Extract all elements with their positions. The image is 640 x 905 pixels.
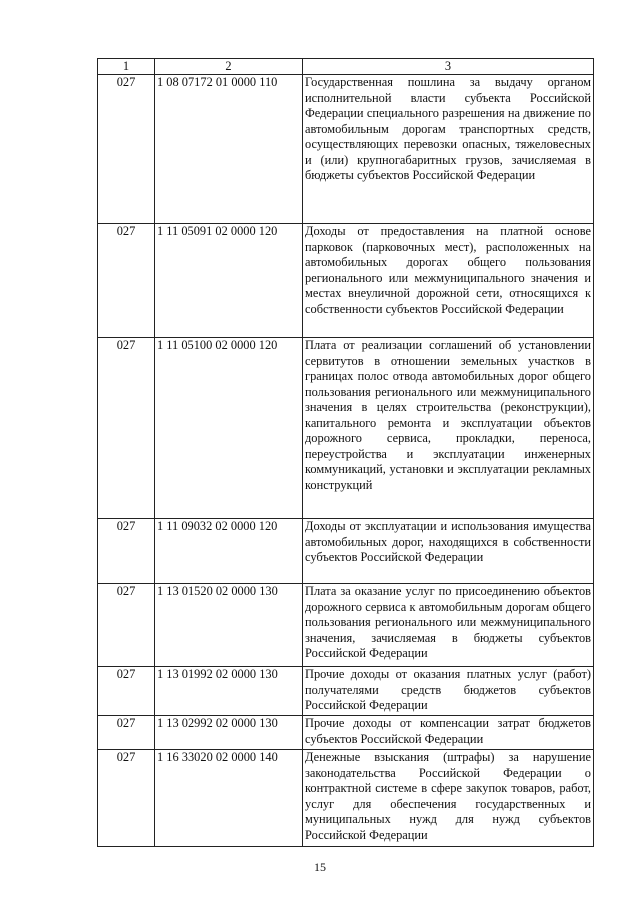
admin-code-cell: 027 xyxy=(98,338,155,519)
description-cell: Плата за оказание услуг по присоединению объектов дорожного сервиса к автомобильным дорогам общего пользования регионального или межмуниципального значения, зачисляемая в бюджеты субъектов Российской Федерации xyxy=(303,584,594,667)
table-header-row xyxy=(98,59,594,75)
description-cell: Прочие доходы от компенсации затрат бюджетов субъектов Российской Федерации xyxy=(303,716,594,750)
table-row xyxy=(98,224,594,338)
column-header-3: 3 xyxy=(303,59,594,75)
description-cell: Прочие доходы от оказания платных услуг (работ) получателями средств бюджетов субъектов Российской Федерации xyxy=(303,667,594,716)
budget-code-cell: 1 11 05100 02 0000 120 xyxy=(155,338,303,519)
admin-code-cell: 027 xyxy=(98,519,155,584)
description-cell: Денежные взыскания (штрафы) за нарушение законодательства Российской Федерации о контрактной системе в сфере закупок товаров, работ, услуг для обеспечения государственных и муниципальных нужд для нужд субъектов Российской Федерации xyxy=(303,750,594,847)
budget-code-cell: 1 13 01992 02 0000 130 xyxy=(155,667,303,716)
table-row xyxy=(98,667,594,716)
description-cell: Доходы от эксплуатации и использования имущества автомобильных дорог, находящихся в собственности субъектов Российской Федерации xyxy=(303,519,594,584)
admin-code-cell: 027 xyxy=(98,716,155,750)
column-header-2: 2 xyxy=(155,59,303,75)
budget-code-cell: 1 11 05091 02 0000 120 xyxy=(155,224,303,338)
admin-code-cell: 027 xyxy=(98,75,155,224)
budget-code-cell: 1 11 09032 02 0000 120 xyxy=(155,519,303,584)
admin-code-cell: 027 xyxy=(98,584,155,667)
table-row xyxy=(98,338,594,519)
table-row xyxy=(98,75,594,224)
table-row xyxy=(98,584,594,667)
description-cell: Доходы от предоставления на платной основе парковок (парковочных мест), расположенных на автомобильных дорогах общего пользования регионального или межмуниципального значения и местах внеуличной дорожной сети, относящихся к собственности субъектов Российской Федерации xyxy=(303,224,594,338)
column-header-1: 1 xyxy=(98,59,155,75)
budget-code-cell: 1 13 01520 02 0000 130 xyxy=(155,584,303,667)
budget-codes-table xyxy=(97,58,594,847)
admin-code-cell: 027 xyxy=(98,750,155,847)
page-number: 15 xyxy=(314,860,326,874)
budget-code-cell: 1 08 07172 01 0000 110 xyxy=(155,75,303,224)
description-cell: Плата от реализации соглашений об установлении сервитутов в отношении земельных участков в границах полос отвода автомобильных дорог общего пользования регионального или межмуниципального значения в целях строительства (реконструкции), капитального ремонта и эксплуатации объектов дорожного сервиса, прокладки, переноса, переустройства и эксплуатации инженерных коммуникаций, установки и эксплуатации рекламных конструкций xyxy=(303,338,594,519)
budget-code-cell: 1 16 33020 02 0000 140 xyxy=(155,750,303,847)
table-row xyxy=(98,519,594,584)
admin-code-cell: 027 xyxy=(98,224,155,338)
table-row xyxy=(98,716,594,750)
table-row xyxy=(98,750,594,847)
admin-code-cell: 027 xyxy=(98,667,155,716)
budget-code-cell: 1 13 02992 02 0000 130 xyxy=(155,716,303,750)
description-cell: Государственная пошлина за выдачу органом исполнительной власти субъекта Российской Федерации специального разрешения на движение по автомобильным дорогам транспортных средств, осуществляющих перевозки опасных, тяжеловесных и (или) крупногабаритных грузов, зачисляемая в бюджеты субъектов Российской Федерации xyxy=(303,75,594,224)
